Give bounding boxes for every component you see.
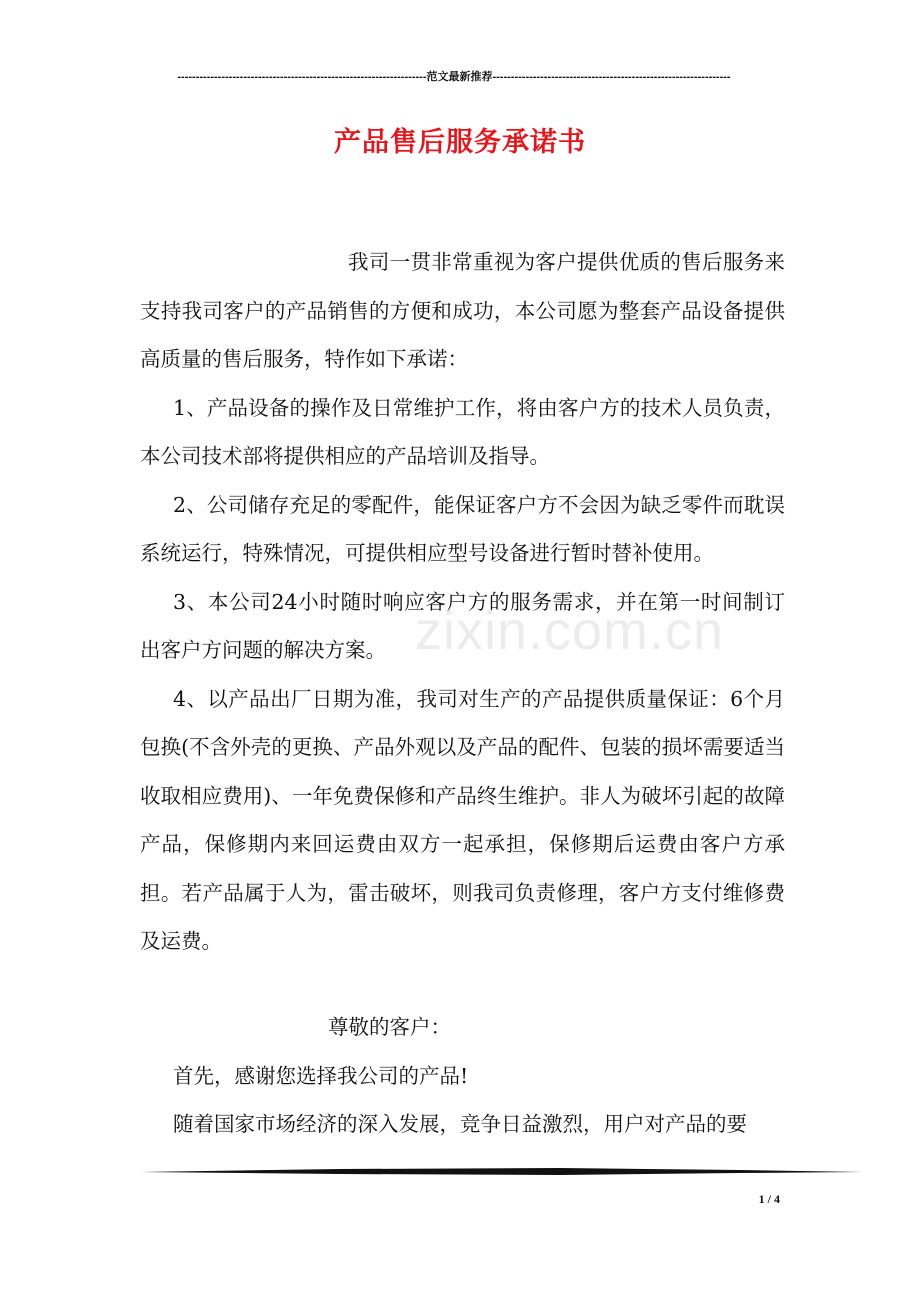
document-body xyxy=(140,238,785,966)
commitment-item-4: 4、以产品出厂日期为准，我司对生产的产品提供质量保证：6个月包换(不含外壳的更换、产品外观以及产品的配件、包装的损坏需要适当收取相应费用)、一年免费保修和产品终生维护。非人为破坏引起的故障产品，保修期内来回运费由双方一起承担，保修期后运费由客户方承担。若产品属于人为，雷击破坏，则我司负责修理，客户方支付维修费及运费。 xyxy=(140,686,785,953)
footer-divider xyxy=(140,1164,863,1178)
commitment-item-2: 2、公司储存充足的零配件，能保证客户方不会因为缺乏零件而耽误系统运行，特殊情况，可提供相应型号设备进行暂时替补使用。 xyxy=(140,492,785,565)
letter-line-1: 首先，感谢您选择我公司的产品! xyxy=(173,1063,469,1088)
commitment-item-1: 1、产品设备的操作及日常维护工作，将由客户方的技术人员负责，本公司技术部将提供相应的产品培训及指导。 xyxy=(140,395,785,468)
letter-section xyxy=(140,1003,785,1149)
watermark-text: zixin.com.cn xyxy=(415,601,725,661)
commitment-item-3: 3、本公司24小时随时响应客户方的服务需求，并在第一时间制订出客户方问题的解决方案。 xyxy=(140,589,785,662)
letter-salutation: 尊敬的客户： xyxy=(328,1015,451,1039)
header-recommendation-banner: --------------------------------------------------------------------范文最新推荐----------------------------------------------------------------- xyxy=(177,71,731,83)
intro-paragraph: 我司一贯非常重视为客户提供优质的售后服务来支持我司客户的产品销售的方便和成功，本公司愿为整套产品设备提供高质量的售后服务，特作如下承诺： xyxy=(140,250,785,371)
letter-line-2: 随着国家市场经济的深入发展，竞争日益激烈，用户对产品的要 xyxy=(173,1112,747,1136)
page-number: 1 / 4 xyxy=(758,1192,780,1206)
document-title: 产品售后服务承诺书 xyxy=(334,127,586,158)
